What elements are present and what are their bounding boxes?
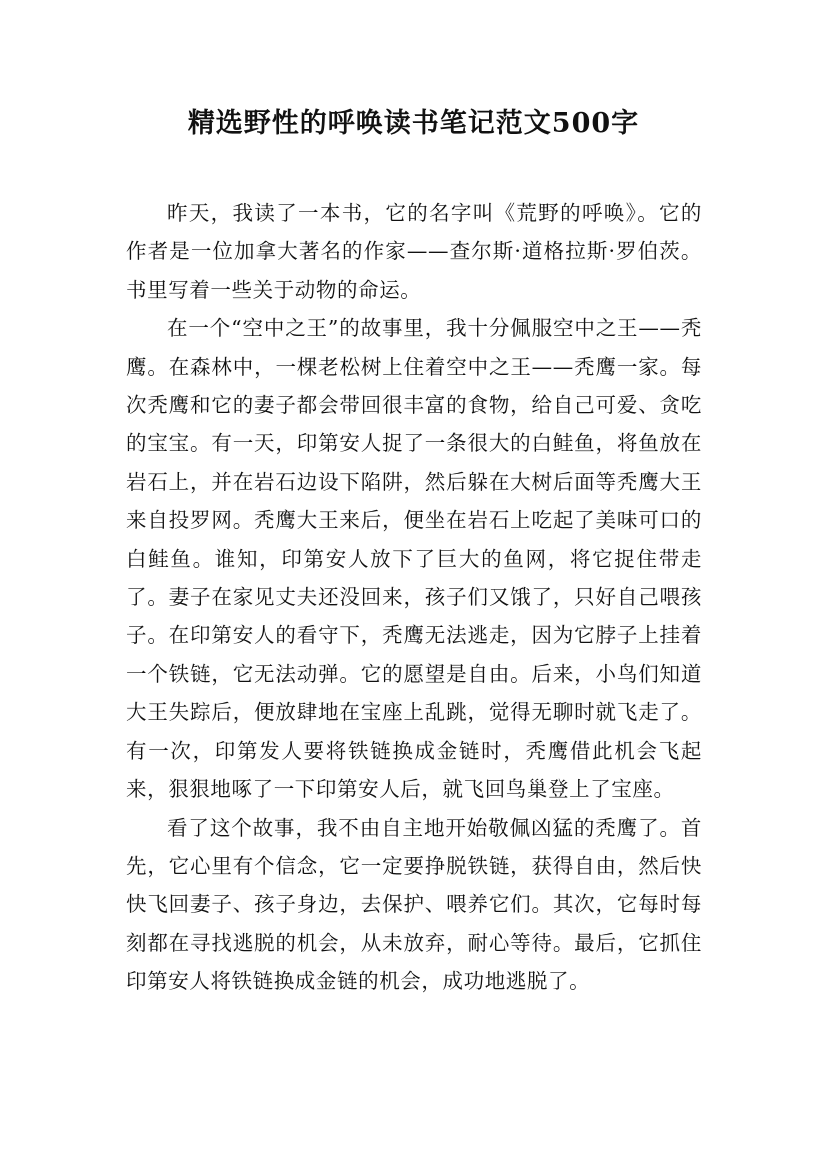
paragraph-1: 昨天，我读了一本书，它的名字叫《荒野的呼唤》。它的作者是一位加拿大著名的作家——查尔斯·道格拉斯·罗伯茨。书里写着一些关于动物的命运。: [126, 201, 702, 302]
paragraph-3: 看了这个故事，我不由自主地开始敬佩凶猛的秃鹰了。首先，它心里有个信念，它一定要挣脱铁链，获得自由，然后快快飞回妻子、孩子身边，去保护、喂养它们。其次，它每时每刻都在寻找逃脱的机会，从未放弃，耐心等待。最后，它抓住印第安人将铁链换成金链的机会，成功地逃脱了。: [126, 815, 702, 994]
paragraph-2: 在一个“空中之王”的故事里，我十分佩服空中之王——秃鹰。在森林中，一棵老松树上住着空中之王——秃鹰一家。每次秃鹰和它的妻子都会带回很丰富的食物，给自己可爱、贪吃的宝宝。有一天，印第安人捉了一条很大的白鲑鱼，将鱼放在岩石上，并在岩石边设下陷阱，然后躲在大树后面等秃鹰大王来自投罗网。秃鹰大王来后，便坐在岩石上吃起了美味可口的白鲑鱼。谁知，印第安人放下了巨大的鱼网，将它捉住带走了。妻子在家见丈夫还没回来，孩子们又饿了，只好自己喂孩子。在印第安人的看守下，秃鹰无法逃走，因为它脖子上挂着一个铁链，它无法动弹。它的愿望是自由。后来，小鸟们知道大王失踪后，便放肆地在宝座上乱跳，觉得无聊时就飞走了。有一次，印第发人要将铁链换成金链时，秃鹰借此机会飞起来，狠狠地啄了一下印第安人后，就飞回鸟巢登上了宝座。: [126, 316, 702, 802]
document-body: [126, 194, 702, 1001]
document-title: 精选野性的呼唤读书笔记范文500字: [187, 108, 640, 139]
